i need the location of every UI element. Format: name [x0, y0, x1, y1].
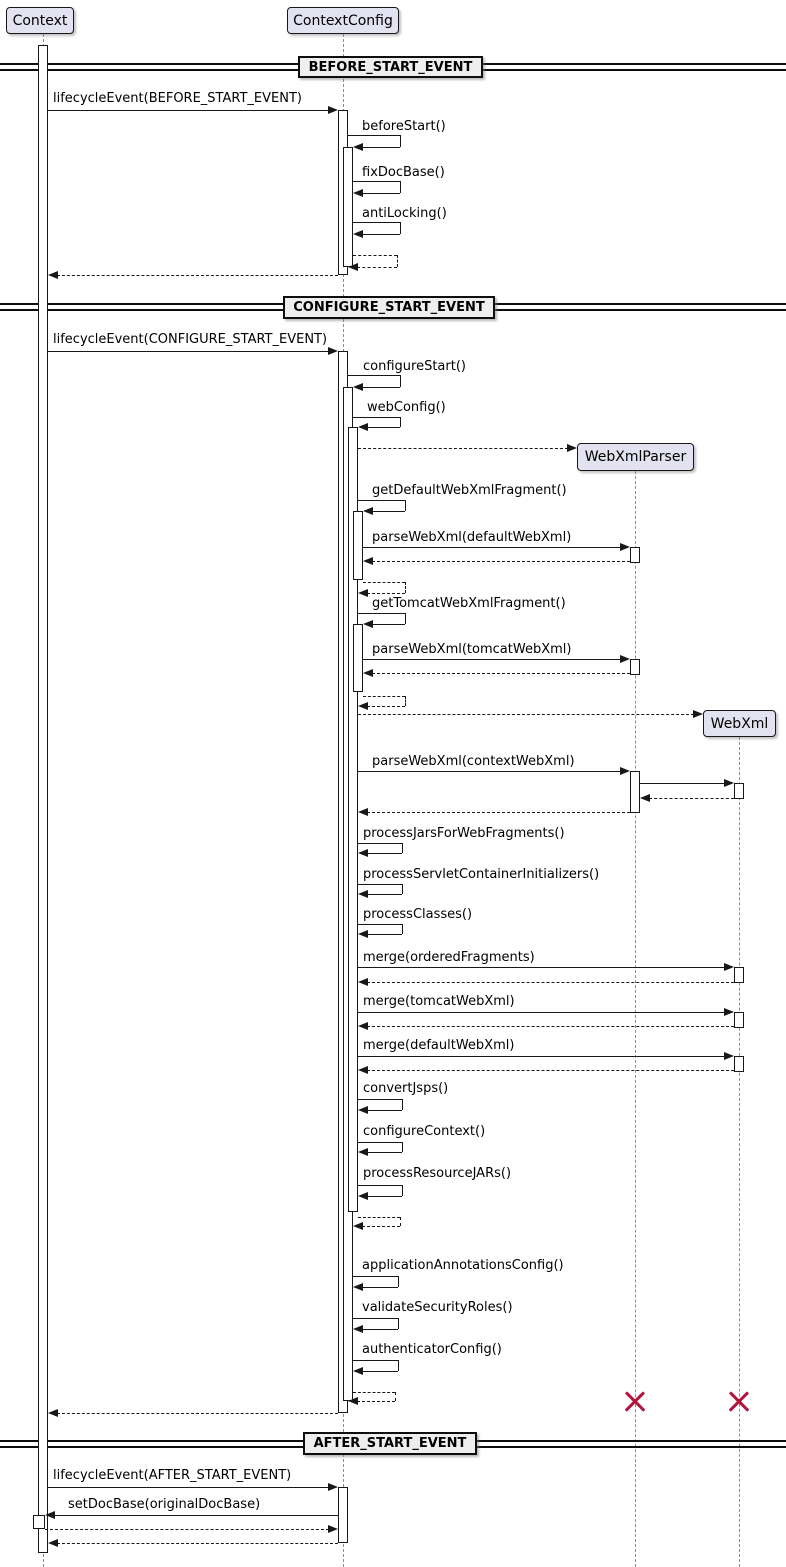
- activation-bar: [353, 624, 363, 692]
- self-message-line: [400, 181, 401, 193]
- self-message-line: [362, 1329, 398, 1330]
- message-arrowhead: [358, 1066, 368, 1074]
- self-message-line: [372, 624, 405, 625]
- participant-webxmlparser: WebXmlParser: [577, 443, 694, 471]
- activation-bar: [353, 511, 363, 580]
- self-message-line: [358, 1217, 400, 1218]
- message-label: beforeStart(): [362, 119, 446, 134]
- divider-after_start_event: AFTER_START_EVENT: [303, 1432, 477, 1455]
- self-message-line: [400, 135, 401, 147]
- self-message-arrowhead: [353, 1325, 363, 1333]
- self-message-line: [358, 884, 402, 885]
- message-arrowhead: [48, 1539, 58, 1547]
- self-message-line: [362, 1226, 400, 1227]
- self-message-line: [362, 1371, 398, 1372]
- message-arrowhead: [620, 543, 630, 551]
- self-message-line: [357, 1401, 395, 1402]
- self-message-arrowhead: [363, 507, 373, 515]
- message-label: convertJsps(): [363, 1081, 449, 1096]
- self-message-line: [398, 1360, 399, 1371]
- message-line: [367, 982, 734, 983]
- self-message-line: [353, 417, 400, 418]
- message-label: parseWebXml(contextWebXml): [372, 754, 575, 769]
- self-message-arrowhead: [353, 143, 363, 151]
- self-message-arrowhead: [363, 620, 373, 628]
- self-message-line: [398, 1276, 399, 1287]
- divider-configure_start_event: CONFIGURE_START_EVENT: [283, 296, 495, 319]
- message-line: [48, 1487, 329, 1488]
- self-message-line: [358, 500, 405, 501]
- destroy-icon: [726, 1389, 752, 1415]
- self-message-line: [353, 1318, 398, 1319]
- participant-context: Context: [6, 7, 74, 34]
- message-line: [358, 448, 568, 449]
- message-line: [57, 275, 338, 276]
- message-arrowhead: [358, 1022, 368, 1030]
- self-message-line: [402, 1142, 403, 1152]
- message-arrowhead: [358, 808, 368, 816]
- message-line: [358, 771, 621, 772]
- message-line: [57, 1413, 338, 1414]
- self-message-line: [353, 1276, 398, 1277]
- self-message-line: [353, 255, 397, 256]
- self-message-line: [400, 222, 401, 234]
- self-message-arrowhead: [358, 849, 368, 857]
- self-message-line: [402, 1185, 403, 1196]
- self-message-line: [405, 500, 406, 511]
- self-message-line: [367, 1196, 402, 1197]
- activation-bar: [38, 45, 48, 1553]
- message-line: [649, 798, 734, 799]
- self-message-line: [357, 267, 397, 268]
- self-message-arrowhead: [358, 1106, 368, 1114]
- self-message-line: [367, 706, 405, 707]
- message-arrowhead: [724, 779, 734, 787]
- message-arrowhead: [724, 963, 734, 971]
- message-label: processServletContainerInitializers(): [363, 867, 600, 882]
- message-arrowhead: [328, 1483, 338, 1491]
- self-message-line: [397, 255, 398, 267]
- self-message-arrowhead: [353, 383, 363, 391]
- message-line: [367, 812, 630, 813]
- message-line: [57, 1543, 338, 1544]
- activation-bar: [734, 967, 744, 983]
- message-line: [363, 659, 621, 660]
- message-arrowhead: [620, 655, 630, 663]
- self-message-line: [402, 843, 403, 853]
- self-message-arrowhead: [353, 1367, 363, 1375]
- message-label: lifecycleEvent(AFTER_START_EVENT): [53, 1468, 292, 1483]
- self-message-line: [348, 135, 400, 136]
- self-message-line: [353, 181, 400, 182]
- message-arrowhead: [328, 106, 338, 114]
- self-message-line: [400, 417, 401, 427]
- message-label: merge(defaultWebXml): [363, 1038, 515, 1053]
- self-message-line: [372, 511, 405, 512]
- message-label: setDocBase(originalDocBase): [68, 1497, 261, 1512]
- message-line: [372, 561, 630, 562]
- self-message-arrowhead: [348, 263, 358, 271]
- self-message-arrowhead: [358, 1148, 368, 1156]
- message-arrowhead: [48, 271, 58, 279]
- message-line: [45, 1529, 329, 1530]
- self-message-line: [358, 1099, 402, 1100]
- self-message-line: [362, 1287, 398, 1288]
- self-message-line: [402, 1099, 403, 1110]
- self-message-line: [402, 924, 403, 934]
- message-line: [54, 1515, 338, 1516]
- self-message-line: [398, 1318, 399, 1329]
- destroy-icon: [622, 1389, 648, 1415]
- self-message-arrowhead: [353, 1222, 363, 1230]
- self-message-arrowhead: [353, 230, 363, 238]
- message-arrowhead: [45, 1511, 55, 1519]
- self-message-line: [402, 884, 403, 894]
- message-arrowhead: [640, 794, 650, 802]
- message-arrowhead: [328, 1525, 338, 1533]
- self-message-arrowhead: [358, 930, 368, 938]
- activation-bar: [734, 1056, 744, 1072]
- self-message-arrowhead: [358, 1192, 368, 1200]
- message-label: getTomcatWebXmlFragment(): [372, 596, 566, 611]
- message-arrowhead: [693, 710, 703, 718]
- self-message-line: [358, 843, 402, 844]
- activation-bar: [630, 659, 640, 675]
- self-message-line: [348, 375, 400, 376]
- message-label: applicationAnnotationsConfig(): [362, 1258, 564, 1273]
- self-message-line: [367, 1152, 402, 1153]
- message-label: lifecycleEvent(CONFIGURE_START_EVENT): [53, 332, 328, 347]
- divider-before_start_event: BEFORE_START_EVENT: [298, 56, 483, 78]
- self-message-line: [367, 1110, 402, 1111]
- self-message-arrowhead: [353, 1283, 363, 1291]
- message-arrowhead: [363, 669, 373, 677]
- self-message-line: [358, 613, 405, 614]
- message-label: webConfig(): [367, 400, 446, 415]
- activation-bar: [343, 147, 353, 267]
- self-message-arrowhead: [353, 189, 363, 197]
- message-line: [363, 547, 621, 548]
- activation-bar: [734, 783, 744, 799]
- message-line: [372, 673, 630, 674]
- self-message-line: [367, 593, 405, 594]
- activation-bar: [630, 771, 640, 813]
- self-message-line: [400, 375, 401, 387]
- self-message-line: [367, 934, 402, 935]
- message-arrowhead: [620, 767, 630, 775]
- self-message-line: [367, 894, 402, 895]
- participant-contextconfig: ContextConfig: [287, 7, 399, 34]
- message-line: [358, 1056, 725, 1057]
- message-label: authenticatorConfig(): [362, 1342, 502, 1357]
- self-message-arrowhead: [358, 589, 368, 597]
- self-message-line: [358, 1142, 402, 1143]
- message-arrowhead: [724, 1008, 734, 1016]
- self-message-line: [353, 1392, 395, 1393]
- lifeline-webxml: [739, 737, 740, 1567]
- self-message-arrowhead: [358, 702, 368, 710]
- self-message-line: [363, 582, 405, 583]
- self-message-line: [405, 613, 406, 624]
- self-message-line: [358, 924, 402, 925]
- self-message-line: [367, 853, 402, 854]
- message-label: configureStart(): [363, 359, 466, 374]
- self-message-line: [353, 1360, 398, 1361]
- activation-bar: [734, 1012, 744, 1028]
- message-line: [367, 1070, 734, 1071]
- self-message-line: [353, 222, 400, 223]
- message-line: [367, 1026, 734, 1027]
- self-message-line: [405, 582, 406, 593]
- message-arrowhead: [724, 1052, 734, 1060]
- message-line: [640, 783, 725, 784]
- self-message-line: [367, 427, 400, 428]
- message-line: [48, 110, 329, 111]
- message-arrowhead: [358, 978, 368, 986]
- participant-webxml: WebXml: [703, 710, 776, 737]
- self-message-line: [358, 1185, 402, 1186]
- message-label: antiLocking(): [362, 206, 447, 221]
- message-label: validateSecurityRoles(): [362, 1300, 513, 1315]
- message-label: merge(tomcatWebXml): [363, 994, 515, 1009]
- self-message-line: [362, 234, 400, 235]
- activation-bar: [33, 1515, 45, 1529]
- message-line: [358, 714, 694, 715]
- message-line: [48, 351, 329, 352]
- self-message-line: [363, 696, 405, 697]
- self-message-line: [395, 1392, 396, 1401]
- message-label: parseWebXml(defaultWebXml): [372, 530, 572, 545]
- message-line: [358, 967, 725, 968]
- self-message-line: [362, 387, 400, 388]
- message-label: fixDocBase(): [362, 165, 445, 180]
- message-arrowhead: [48, 1409, 58, 1417]
- message-line: [358, 1012, 725, 1013]
- message-label: merge(orderedFragments): [363, 950, 535, 965]
- message-label: processClasses(): [363, 907, 473, 922]
- activation-bar: [630, 547, 640, 563]
- self-message-line: [405, 696, 406, 706]
- message-label: lifecycleEvent(BEFORE_START_EVENT): [53, 91, 302, 106]
- self-message-arrowhead: [358, 890, 368, 898]
- message-label: processJarsForWebFragments(): [363, 826, 565, 841]
- self-message-arrowhead: [358, 423, 368, 431]
- activation-bar: [338, 1487, 348, 1543]
- message-label: parseWebXml(tomcatWebXml): [372, 642, 572, 657]
- message-arrowhead: [363, 557, 373, 565]
- self-message-line: [400, 1217, 401, 1226]
- message-label: configureContext(): [363, 1124, 486, 1139]
- message-label: getDefaultWebXmlFragment(): [372, 483, 567, 498]
- message-label: processResourceJARs(): [363, 1166, 512, 1181]
- message-arrowhead: [567, 444, 577, 452]
- self-message-line: [362, 147, 400, 148]
- message-arrowhead: [328, 347, 338, 355]
- self-message-arrowhead: [348, 1397, 358, 1405]
- self-message-line: [362, 193, 400, 194]
